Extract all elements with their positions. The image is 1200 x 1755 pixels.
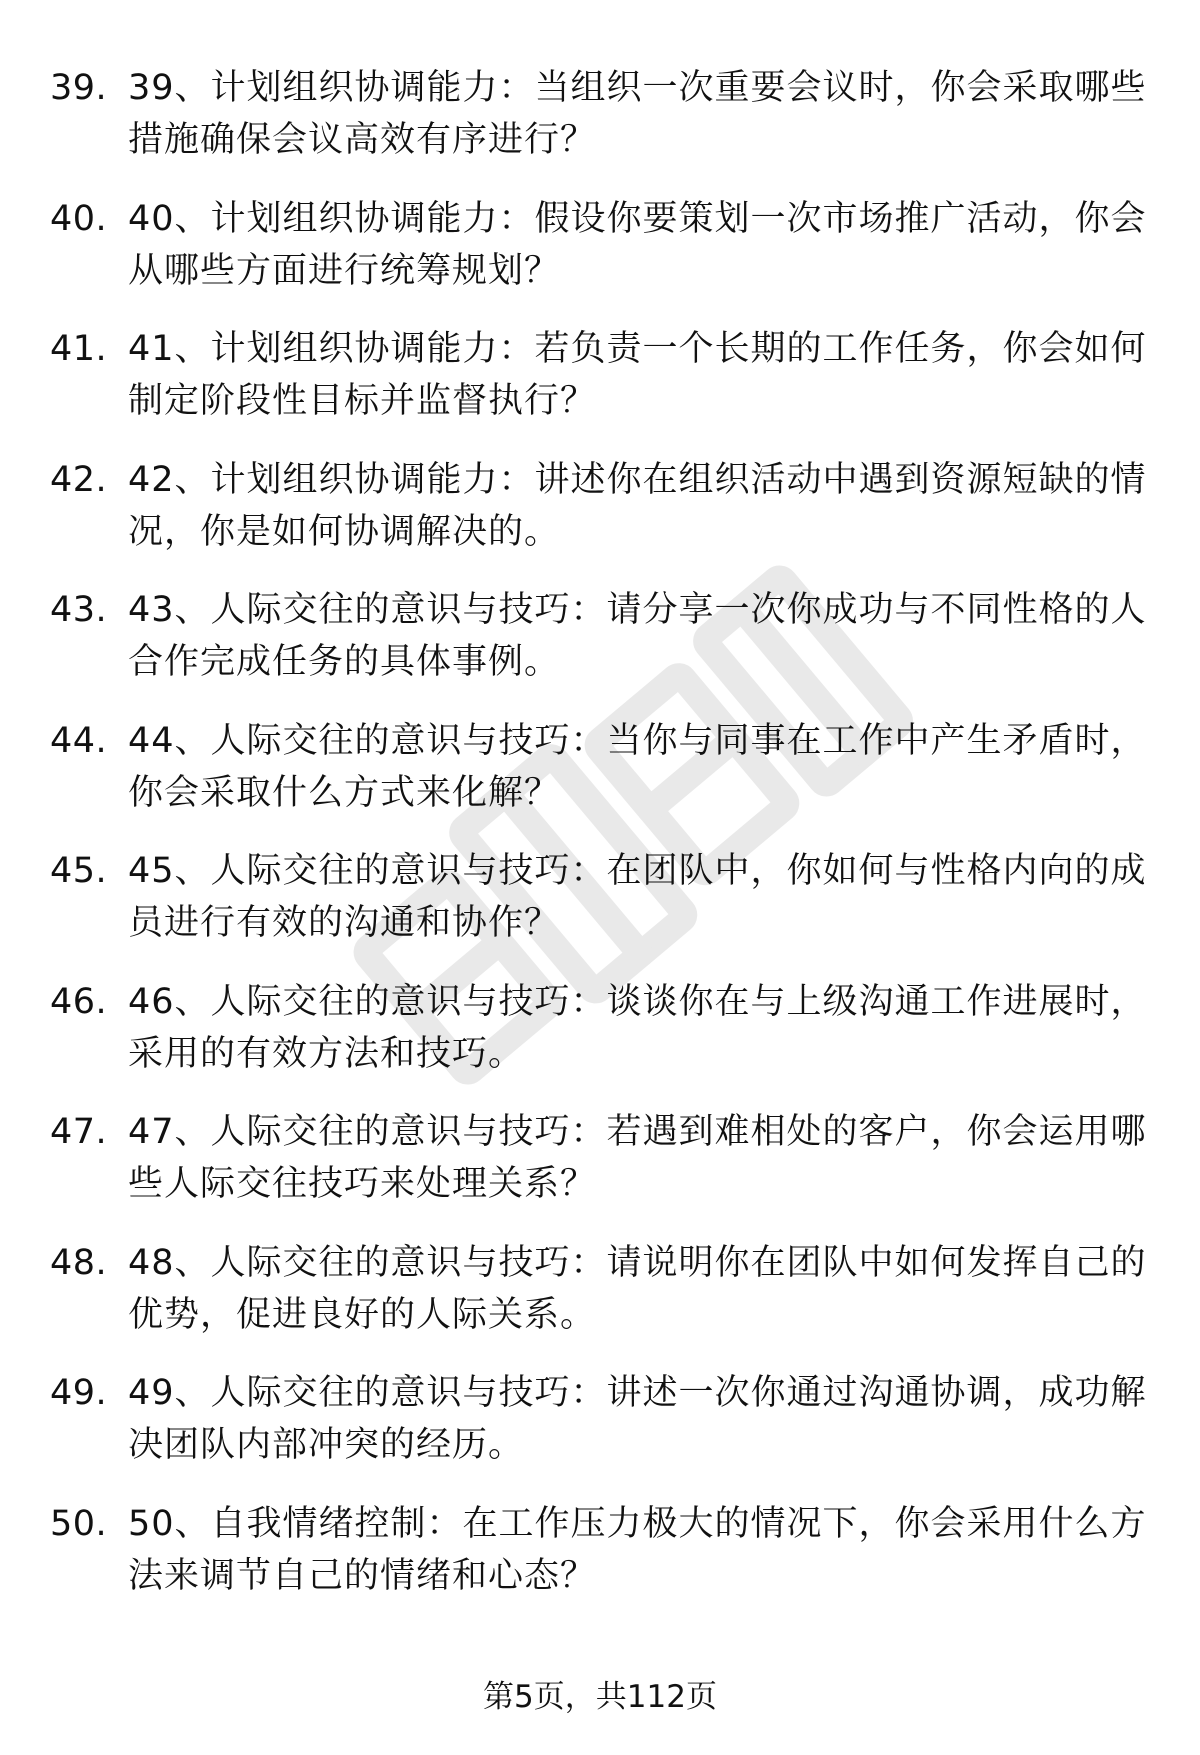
list-item: [0, 584, 1200, 715]
page-footer: [0, 1675, 1200, 1719]
question-number: 42.: [50, 459, 108, 500]
list-item: [0, 1237, 1200, 1368]
list-item: [0, 1498, 1200, 1629]
list-item: [0, 193, 1200, 324]
question-number: 48.: [50, 1242, 108, 1283]
question-text: 50、自我情绪控制：在工作压力极大的情况下，你会采用什么方法来调节自己的情绪和心态？: [128, 1503, 1147, 1596]
question-text: 49、人际交往的意识与技巧：讲述一次你通过沟通协调，成功解决团队内部冲突的经历。: [128, 1373, 1147, 1465]
question-text: 47、人际交往的意识与技巧：若遇到难相处的客户，你会运用哪些人际交往技巧来处理关系？: [128, 1112, 1147, 1204]
question-text: 43、人际交往的意识与技巧：请分享一次你成功与不同性格的人合作完成任务的具体事例。: [128, 590, 1147, 682]
list-item: [0, 62, 1200, 193]
list-item: [0, 1367, 1200, 1498]
list-item: [0, 323, 1200, 454]
question-text: 39、计划组织协调能力：当组织一次重要会议时，你会采取哪些措施确保会议高效有序进行？: [128, 68, 1147, 160]
list-item: [0, 715, 1200, 846]
question-list: [0, 62, 1200, 1628]
question-text: 44、人际交往的意识与技巧：当你与同事在工作中产生矛盾时，你会采取什么方式来化解？: [128, 720, 1147, 813]
question-number: 40.: [50, 198, 108, 239]
question-number: 45.: [50, 851, 108, 891]
page-number-label: 第5页，共112页: [483, 1679, 717, 1715]
question-number: 47.: [50, 1112, 108, 1152]
question-number: 43.: [50, 590, 108, 630]
list-item: [0, 454, 1200, 585]
question-text: 40、计划组织协调能力：假设你要策划一次市场推广活动，你会从哪些方面进行统筹规划？: [128, 198, 1147, 291]
question-number: 46.: [50, 981, 108, 1022]
question-text: 48、人际交往的意识与技巧：请说明你在团队中如何发挥自己的优势，促进良好的人际关系。: [128, 1242, 1147, 1335]
question-text: 41、计划组织协调能力：若负责一个长期的工作任务，你会如何制定阶段性目标并监督执行？: [128, 329, 1147, 421]
question-text: 45、人际交往的意识与技巧：在团队中，你如何与性格内向的成员进行有效的沟通和协作？: [128, 851, 1147, 943]
question-text: 42、计划组织协调能力：讲述你在组织活动中遇到资源短缺的情况，你是如何协调解决的。: [128, 459, 1147, 552]
list-item: [0, 1106, 1200, 1237]
question-number: 41.: [50, 329, 108, 369]
list-item: [0, 845, 1200, 976]
question-number: 39.: [50, 68, 108, 108]
list-item: [0, 976, 1200, 1107]
question-number: 49.: [50, 1373, 108, 1413]
question-number: 50.: [50, 1503, 108, 1544]
question-number: 44.: [50, 720, 108, 761]
question-text: 46、人际交往的意识与技巧：谈谈你在与上级沟通工作进展时，采用的有效方法和技巧。: [128, 981, 1147, 1074]
